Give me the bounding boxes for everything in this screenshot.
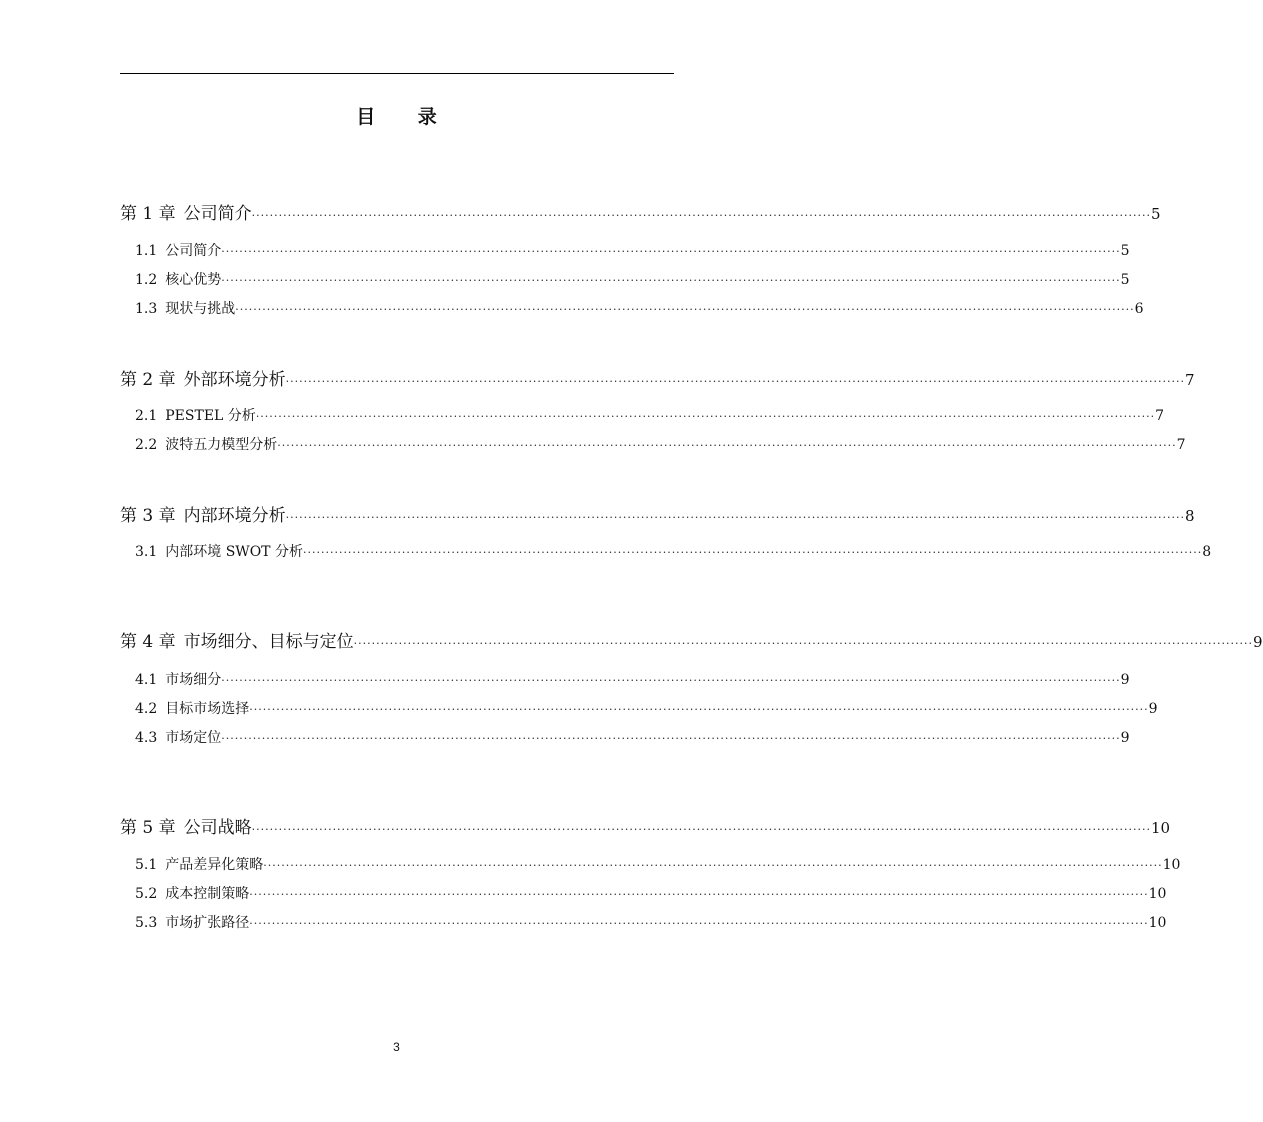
toc-entry-label: 市场定位 [165,730,222,746]
toc-entry-number: 1.2 [135,272,158,288]
header-rule [120,73,674,74]
toc-entry-number: 第 5 章 [120,818,176,838]
toc-entry-label: 内部环境 SWOT 分析 [165,544,303,560]
toc-section-entry [135,854,1181,874]
toc-chapter-entry [120,501,1195,526]
toc-entry-label: 核心优势 [165,272,222,288]
toc-dot-leader: ········································································································································································································ [251,823,1151,836]
toc-section-entry [135,298,1144,318]
toc-entry-page: 6 [1134,301,1144,317]
toc-entry-page: 5 [1150,205,1161,223]
toc-entry-page: 10 [1162,857,1181,873]
toc-entry-number: 4.1 [135,672,158,688]
toc-entry-page: 7 [1184,371,1195,389]
toc-section-entry [135,669,1130,689]
toc-entry-number: 5.2 [135,886,158,902]
toc-entry-page: 7 [1176,437,1186,453]
toc-entry-page: 10 [1148,915,1167,931]
toc-entry-page: 9 [1120,672,1130,688]
toc-chapter-entry [120,365,1195,390]
toc-dot-leader: ········································································································································································································ [221,674,1121,687]
toc-entry-number: 第 1 章 [120,204,176,224]
toc-dot-leader: ········································································································································································································ [251,209,1151,222]
toc-section-entry [135,698,1158,718]
toc-section-entry [135,269,1130,289]
toc-entry-page: 9 [1120,730,1130,746]
toc-entry-label: 市场扩张路径 [165,915,250,931]
toc-chapter-entry [120,199,1161,224]
toc-entry-label: 目标市场选择 [165,701,250,717]
toc-entry-page: 10 [1148,886,1167,902]
toc-entry-label: 波特五力模型分析 [165,437,278,453]
toc-dot-leader: ········································································································································································································ [249,888,1149,901]
toc-dot-leader: ········································································································································································································ [263,859,1163,872]
toc-entry-number: 5.3 [135,915,158,931]
toc-entry-label: 公司战略 [183,818,252,838]
toc-entry-number: 5.1 [135,857,158,873]
toc-entry-page: 5 [1120,272,1130,288]
toc-entry-number: 4.3 [135,730,158,746]
toc-entry-page: 8 [1184,507,1195,525]
toc-section-entry [135,912,1167,932]
toc-entry-label: 市场细分、目标与定位 [183,632,354,652]
toc-entry-page: 9 [1252,633,1263,651]
toc-dot-leader: ········································································································································································································ [285,375,1185,388]
toc-chapter-entry [120,813,1171,838]
toc-entry-page: 10 [1150,819,1171,837]
toc-dot-leader: ········································································································································································································ [255,410,1156,423]
toc-entry-page: 7 [1155,408,1165,424]
toc-dot-leader: ········································································································································································································ [285,511,1185,524]
toc-dot-leader: ········································································································································································································ [235,303,1135,316]
toc-entry-number: 2.2 [135,437,158,453]
toc-dot-leader: ········································································································································································································ [221,732,1121,745]
toc-entry-number: 2.1 [135,408,158,424]
toc-section-entry [135,405,1165,425]
toc-entry-label: 成本控制策略 [165,886,250,902]
toc-dot-leader: ········································································································································································································ [353,637,1253,650]
toc-entry-number: 1.1 [135,243,158,259]
toc-entry-label: 公司简介 [165,243,222,259]
page-title: 目 录 [356,106,455,128]
toc-entry-label: 外部环境分析 [183,370,286,390]
toc-dot-leader: ········································································································································································································ [277,439,1177,452]
toc-entry-number: 第 3 章 [120,506,176,526]
toc-entry-label: PESTEL 分析 [165,408,256,424]
toc-dot-leader: ········································································································································································································ [249,917,1149,930]
toc-chapter-entry [120,627,1263,652]
toc-entry-number: 第 2 章 [120,370,176,390]
toc-entry-page: 5 [1120,243,1130,259]
toc-entry-label: 产品差异化策略 [165,857,264,873]
toc-dot-leader: ········································································································································································································ [221,274,1121,287]
toc-entry-number: 1.3 [135,301,158,317]
toc-entry-number: 4.2 [135,701,158,717]
toc-section-entry [135,541,1212,561]
toc-section-entry [135,240,1130,260]
toc-entry-number: 3.1 [135,544,158,560]
toc-entry-label: 市场细分 [165,672,222,688]
toc-section-entry [135,883,1167,903]
toc-entry-page: 9 [1148,701,1158,717]
toc-dot-leader: ········································································································································································································ [221,245,1121,258]
toc-dot-leader: ········································································································································································································ [302,546,1203,559]
toc-section-entry [135,727,1130,747]
toc-entry-page: 8 [1202,544,1212,560]
toc-entry-label: 公司简介 [183,204,252,224]
toc-entry-label: 内部环境分析 [183,506,286,526]
toc-entry-label: 现状与挑战 [165,301,236,317]
page-number: 3 [393,1040,400,1054]
toc-section-entry [135,434,1186,454]
toc-entry-number: 第 4 章 [120,632,176,652]
toc-dot-leader: ········································································································································································································ [249,703,1149,716]
